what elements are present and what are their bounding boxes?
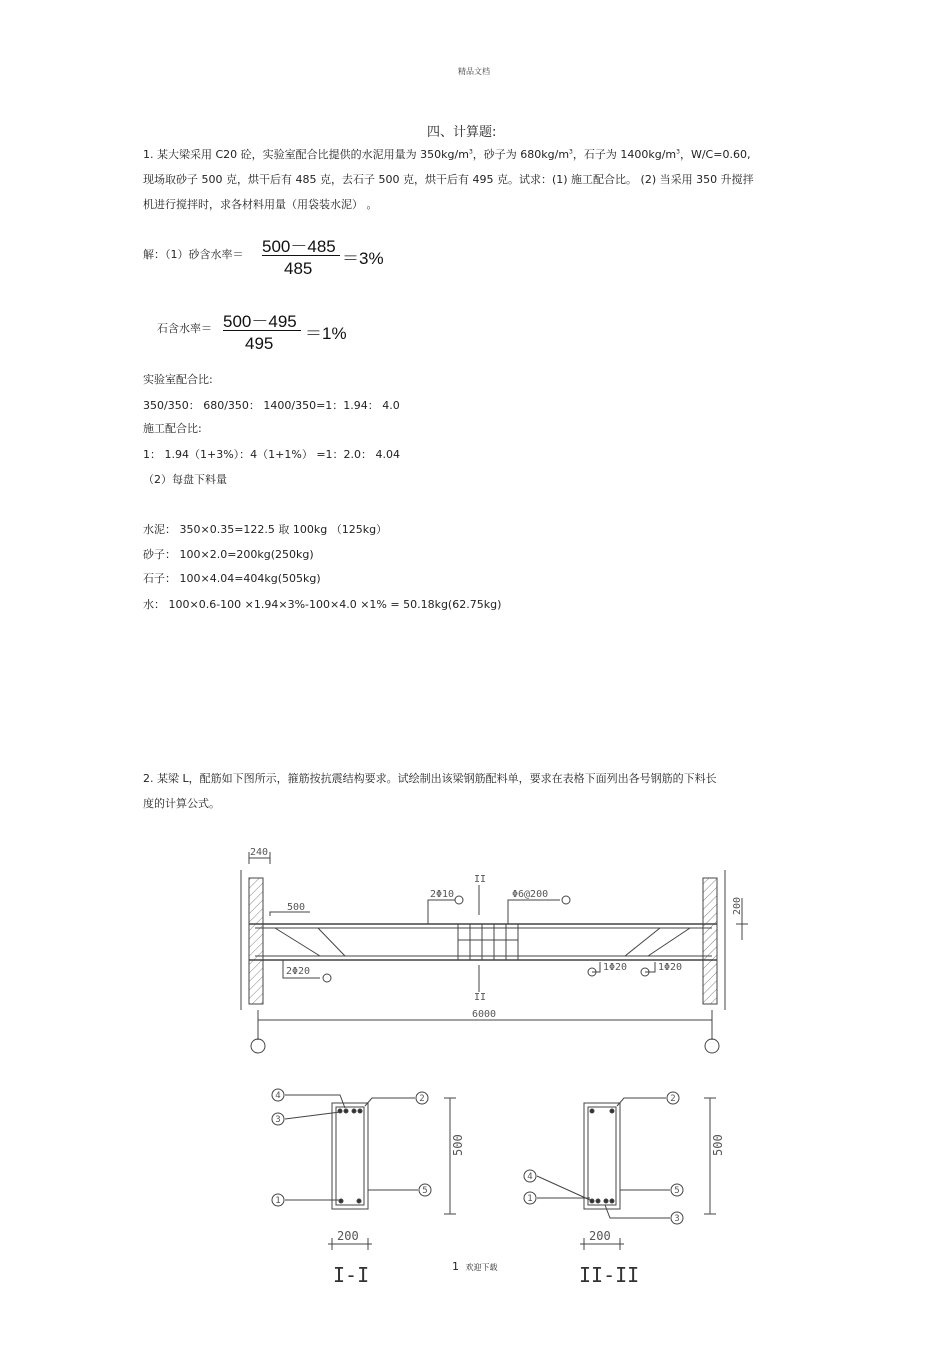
fraction-denominator: 495 [245, 334, 274, 353]
fraction-result: ＝1% [305, 324, 347, 343]
fraction-result: ＝3% [342, 249, 384, 268]
bar-bent2-label: 1Φ20 [658, 962, 683, 973]
page-header: 精品文档 [458, 67, 490, 76]
fraction-numerator: 500－495 [223, 312, 297, 331]
section-mark-top: II [474, 874, 487, 885]
bar-top-label: 2Φ10 [430, 889, 455, 900]
stone-amount: 石子： 100×4.04=404kg(505kg) [143, 572, 321, 585]
dim-wall-label: 240 [250, 847, 269, 858]
callout-4: 4 [527, 1172, 533, 1182]
callout-5: 5 [674, 1186, 680, 1196]
lab-ratio-label: 实验室配合比: [143, 373, 213, 386]
dim-500-label: 500 [287, 902, 306, 913]
water-amount: 水： 100×0.6-100 ×1.94×3%-100×4.0 ×1% = 50.18kg(62.75kg) [143, 598, 502, 611]
callout-4: 4 [275, 1091, 281, 1101]
site-ratio-label: 施工配合比: [143, 422, 202, 435]
problem1-line1: 1. 某大梁采用 C20 砼，实验室配合比提供的水泥用量为 $350kg/m^3$，砂子为 $680kg/m^3$，石子为 $1400kg/m^3$，W/C=0.60, [143, 148, 751, 161]
callout-2: 2 [419, 1094, 425, 1104]
lab-ratio: 350/350： 680/350： 1400/350=1：1.94： 4.0 [143, 399, 400, 412]
section-1-1 [272, 1089, 456, 1250]
bar-bottom-label: 2Φ20 [286, 966, 311, 977]
problem1-line3: 机进行搅拌时，求各材料用量（用袋装水泥） 。 [143, 198, 378, 211]
problem2-line1: 2. 某梁 L，配筋如下图所示，箍筋按抗震结构要求。试绘制出该梁钢筋配料单，要求在表格下面列出各号钢筋的下料长 [143, 772, 717, 785]
section-mark-bottom: II [474, 992, 487, 1003]
bar-bent1-label: 1Φ20 [603, 962, 628, 973]
section2-width-label: 200 [589, 1229, 611, 1243]
callout-5: 5 [422, 1186, 428, 1196]
callout-1: 1 [275, 1196, 281, 1206]
fraction-numerator: 500－485 [262, 237, 336, 256]
section-2-2 [524, 1092, 716, 1250]
problem1-line2: 现场取砂子 500 克，烘干后有 485 克，去石子 500 克，烘干后有 495 克。试求：(1) 施工配合比。 (2) 当采用 350 升搅拌 [143, 173, 754, 186]
section-title: 四、计算题: [427, 125, 497, 140]
section2-title: II-II [579, 1263, 640, 1287]
callout-2: 2 [670, 1094, 676, 1104]
callout-3: 3 [275, 1115, 281, 1125]
callout-1: 1 [527, 1194, 533, 1204]
problem2-line2: 度的计算公式。 [143, 797, 220, 810]
left-wall [249, 878, 263, 1004]
section1-width-label: 200 [337, 1229, 359, 1243]
sand-moisture-label: 解：（1）砂含水率＝ [143, 248, 244, 261]
footer-label: 欢迎下载 [465, 1263, 498, 1272]
section2-depth-label: 500 [711, 1134, 725, 1156]
batch-label: （2）每盘下料量 [143, 473, 227, 486]
callout-3: 3 [674, 1214, 680, 1224]
page-number: 1 [452, 1260, 459, 1273]
fraction-denominator: 485 [284, 259, 313, 278]
right-wall [703, 878, 717, 1004]
dim-height-label: 200 [732, 896, 743, 915]
section1-depth-label: 500 [451, 1134, 465, 1156]
dim-span-label: 6000 [472, 1009, 497, 1020]
stone-moisture-label: 石含水率＝ [157, 322, 212, 335]
sand-amount: 砂子： 100×2.0=200kg(250kg) [143, 548, 314, 561]
cement-amount: 水泥： 350×0.35=122.5 取 100kg （125kg） [143, 523, 388, 536]
footer [452, 1260, 498, 1273]
site-ratio: 1： 1.94（1+3%）：4（1+1%） =1：2.0： 4.04 [143, 448, 401, 461]
section1-title: I-I [333, 1263, 370, 1287]
bar-stirrup-label: Φ6@200 [512, 889, 549, 900]
